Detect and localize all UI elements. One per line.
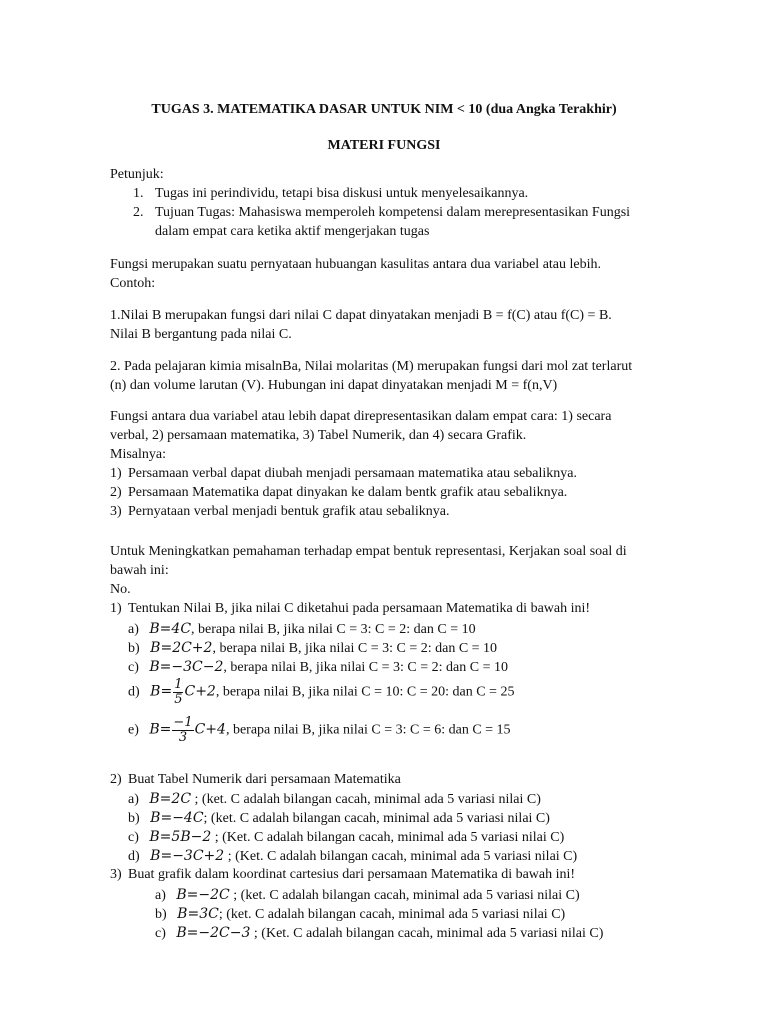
equation: B=−2C−3 [176,925,251,941]
petunjuk-label: Petunjuk: [110,167,164,182]
equation: B=−3C−2 [149,659,224,675]
no-label: No. [110,582,131,597]
misal-number: 2) [110,485,122,500]
petunjuk-text: Tugas ini perindividu, tetapi bisa diskusi untuk menyelesaikannya. [155,186,529,201]
sub-item [155,886,580,905]
item-letter: c) [128,660,139,675]
document-subtitle: MATERI FUNGSI [327,138,441,153]
misal-text: Pernyataan verbal menjadi bentuk grafik atau sebaliknya. [128,504,450,519]
petunjuk-text-continued: dalam empat cara ketika aktif mengerjakan tugas [155,224,430,239]
item-letter: a) [128,792,139,807]
sub-item [128,790,541,809]
item-text: , berapa nilai B, jika nilai C = 3: C = 2: dan C = 10 [223,660,508,675]
question-number: 3) [110,867,122,882]
item-text: , berapa nilai B, jika nilai C = 3: C = 6: dan C = 15 [225,722,511,738]
example-2-continued: (n) dan volume larutan (V). Hubungan ini dapat dinyatakan menjadi M = f(n,V) [110,378,558,393]
item-letter: d) [128,684,140,700]
sub-item [128,716,511,745]
item-letter: a) [155,888,166,903]
question-number: 1) [110,601,122,616]
item-letter: b) [128,811,140,826]
sub-item [155,924,603,943]
sub-item [128,678,514,707]
equation: B=−3C+2 [150,848,225,864]
item-text: ; (Ket. C adalah bilangan cacah, minimal ada 5 variasi nilai C) [224,849,578,864]
sub-item [128,809,550,828]
sub-item [128,639,497,658]
item-text: , berapa nilai B, jika nilai C = 10: C = 20: dan C = 25 [215,684,515,700]
item-text: ; (ket. C adalah bilangan cacah, minimal ada 5 variasi nilai C) [218,907,566,922]
fraction [172,716,193,745]
item-letter: c) [128,830,139,845]
item-letter: b) [128,641,140,656]
petunjuk-number: 2. [133,205,144,220]
item-letter: e) [128,722,139,738]
misal-number: 1) [110,466,122,481]
item-text: ; (Ket. C adalah bilangan cacah, minimal ada 5 variasi nilai C) [250,926,604,941]
equation: B=−2C [176,887,230,903]
representation-paragraph: Fungsi antara dua variabel atau lebih dapat direpresentasikan dalam empat cara: 1) secara [110,409,612,424]
item-text: ; (Ket. C adalah bilangan cacah, minimal ada 5 variasi nilai C) [211,830,565,845]
sub-item [128,828,564,847]
item-letter: a) [128,622,139,637]
question-text: Tentukan Nilai B, jika nilai C diketahui pada persamaan Matematika di bawah ini! [128,601,591,616]
item-letter: b) [155,907,167,922]
misal-text: Persamaan Matematika dapat dinyakan ke dalam bentk grafik atau sebaliknya. [128,485,568,500]
fraction-denominator: 3 [178,730,188,745]
equation: B=3C [177,906,219,922]
item-text: , berapa nilai B, jika nilai C = 3: C = 2: dan C = 10 [212,641,498,656]
example-2: 2. Pada pelajaran kimia misalnBa, Nilai molaritas (M) merupakan fungsi dari mol zat terlarut [110,359,633,374]
sub-item [128,620,476,639]
document-title: TUGAS 3. MATEMATIKA DASAR UNTUK NIM < 10 (dua Angka Terakhir) [151,102,617,117]
petunjuk-number: 1. [133,186,144,201]
intro-example-label: Contoh: [110,276,156,291]
equation: B=−4C [150,810,204,826]
task-intro: Untuk Meningkatkan pemahaman terhadap empat bentuk representasi, Kerjakan soal soal di [110,544,627,559]
fraction-denominator: 5 [174,692,183,707]
item-text: ; (ket. C adalah bilangan cacah, minimal ada 5 variasi nilai C) [191,792,541,807]
item-letter: d) [128,849,140,864]
item-text: , berapa nilai B, jika nilai C = 3: C = 2: dan C = 10 [191,622,476,637]
petunjuk-text: Tujuan Tugas: Mahasiswa memperoleh kompetensi dalam merepresentasikan Fungsi [155,205,631,220]
example-1: 1.Nilai B merupakan fungsi dari nilai C dapat dinyatakan menjadi B = f(C) atau f(C) = B. [110,308,612,323]
misal-number: 3) [110,504,122,519]
item-letter: c) [155,926,166,941]
equation: B=2C [149,791,192,807]
equation-lhs: B= [150,683,173,700]
sub-item [155,905,565,924]
item-text: ; (ket. C adalah bilangan cacah, minimal ada 5 variasi nilai C) [229,888,580,903]
misalnya-label: Misalnya: [110,447,166,462]
misal-text: Persamaan verbal dapat diubah menjadi persamaan matematika atau sebaliknya. [128,466,577,481]
equation: B=4C [149,621,192,637]
item-text: ; (ket. C adalah bilangan cacah, minimal ada 5 variasi nilai C) [203,811,550,826]
question-number: 2) [110,772,122,787]
equation: B=5B−2 [149,829,212,845]
equation-rhs: C+4 [194,721,226,738]
equation: B=2C+2 [150,640,213,656]
intro-paragraph: Fungsi merupakan suatu pernyataan hubuangan kasulitas antara dua variabel atau lebih. [110,257,601,272]
representation-paragraph-continued: verbal, 2) persamaan matematika, 3) Tabel Numerik, dan 4) secara Grafik. [110,428,527,443]
sub-item [128,658,508,677]
fraction [173,678,183,707]
equation-rhs: C+2 [184,683,216,700]
example-1-continued: Nilai B bergantung pada nilai C. [110,327,292,342]
question-text: Buat grafik dalam koordinat cartesius dari persamaan Matematika di bawah ini! [128,867,576,882]
fraction-numerator: 1 [174,677,183,692]
sub-item [128,847,577,866]
question-text: Buat Tabel Numerik dari persamaan Matematika [128,772,401,787]
equation-lhs: B= [149,721,172,738]
task-intro-continued: bawah ini: [110,563,169,578]
fraction-numerator: −1 [173,715,193,730]
